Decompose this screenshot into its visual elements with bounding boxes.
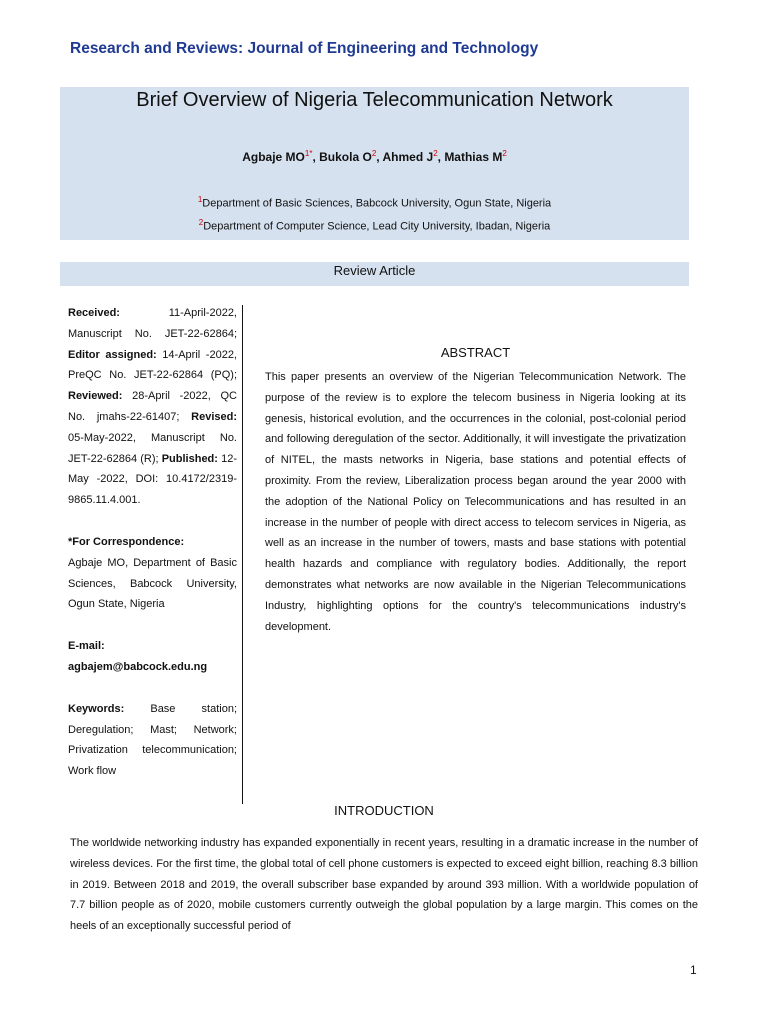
abstract-text: This paper presents an overview of the Nigerian Telecommunication Network. The purpose of the review is to explore the telecom business in Nigeria looking at its genesis, historical evolution, and the occurrences in the colonial, post-colonial period and following deregulation of the sector. Additionally, it will investigate the privatization of NITEL, the masts networks in Nigeria, base stations and potential effects of proximity. From the review, Liberalization process began around the year 2000 with the adoption of the National Policy on Telecommunications and has resulted in an increase in the number of people with direct access to telecom services in Nigeria, as well as an increase in the number of towers, masts and base stations with potential health hazards and compliance with regulatory bodies. Additionally, the report demonstrates what networks are now available in the Nigerian Telecommunications Industry, highlighting options for the country's telecommunications industry's development. (265, 371, 686, 633)
abstract-heading: ABSTRACT (440, 345, 511, 360)
paper-title: Brief Overview of Nigeria Telecommunication Network (136, 89, 613, 111)
article-info-sidebar (68, 303, 237, 782)
author-affiliation-mark: 2 (371, 149, 377, 158)
revised-label: Revised: (191, 410, 237, 423)
page-number: 1 (690, 963, 697, 977)
affiliation-number: 1 (197, 195, 203, 204)
email-block (68, 636, 237, 678)
history-block (68, 303, 237, 511)
author-name: Agbaje MO (242, 150, 305, 164)
reviewed-label: Reviewed: (68, 390, 123, 403)
affiliation-text: Department of Computer Science, Lead City University, Ibadan, Nigeria (203, 220, 551, 233)
author-name: Mathias M (444, 150, 503, 164)
affiliation-text: Department of Basic Sciences, Babcock University, Ogun State, Nigeria (202, 197, 552, 210)
reviewed-text: 28-April -2022, QC No. jmahs-22-61407; (68, 390, 237, 423)
author-name: Bukola O (319, 150, 372, 164)
editor-text: 14-April -2022, PreQC No. JET-22-62864 (PQ); (68, 348, 237, 382)
author-name: Ahmed J (382, 150, 434, 164)
keywords-text: Base station; Deregulation; Mast; Network; Privatization telecommunication; Work flow (68, 702, 237, 778)
introduction-heading: INTRODUCTION (334, 803, 434, 818)
author-affiliation-mark: 1* (304, 149, 313, 158)
author-separator: , (376, 150, 383, 164)
keywords-label: Keywords: (68, 702, 125, 715)
author-separator: , (312, 150, 320, 164)
introduction-text: The worldwide networking industry has expanded exponentially in recent years, resulting in a dramatic increase in the number of wireless devices. For the first time, the global total of cell phone customers is expected to exceed eight billion, reaching 8.3 billion in 2019. Between 2018 and 2019, the overall subscriber base expanded by around 393 million. With a worldwide population of 7.7 billion people as of 2020, mobile customers currently outweigh the global population by a large margin. This comes on the heels of an exceptionally successful period of (70, 837, 698, 933)
author-affiliation-mark: 2 (502, 149, 507, 158)
author-affiliation-mark: 2 (433, 149, 438, 158)
published-label: Published: (161, 452, 218, 465)
author-separator: , (437, 150, 445, 164)
affiliation-number: 2 (198, 218, 204, 227)
published-text: 12-May -2022, DOI: 10.4172/2319-9865.11.4.001. (68, 452, 237, 507)
correspondence-text: Agbaje MO, Department of Basic Sciences, Babcock University, Ogun State, Nigeria (68, 556, 237, 611)
received-label: Received: (68, 307, 120, 319)
email-address[interactable]: agbajem@babcock.edu.ng (68, 660, 208, 673)
affiliation-2 (60, 218, 689, 233)
article-type-banner: Review Article (60, 262, 689, 286)
received-text: 11-April-2022, Manuscript No. JET-22-62864; (68, 307, 237, 340)
column-divider (242, 305, 243, 804)
journal-name: Research and Reviews: Journal of Engineering and Technology (70, 40, 539, 57)
correspondence-label: *For Correspondence: (68, 535, 185, 548)
affiliation-1 (60, 195, 689, 210)
correspondence-block (68, 532, 237, 615)
revised-text: 05-May-2022, Manuscript No. JET-22-62864 (R); (68, 431, 237, 465)
keywords-block (68, 699, 237, 782)
author-list (60, 149, 689, 164)
title-block (60, 87, 689, 240)
editor-label: Editor assigned: (68, 348, 157, 361)
email-label: E-mail: (68, 640, 105, 653)
